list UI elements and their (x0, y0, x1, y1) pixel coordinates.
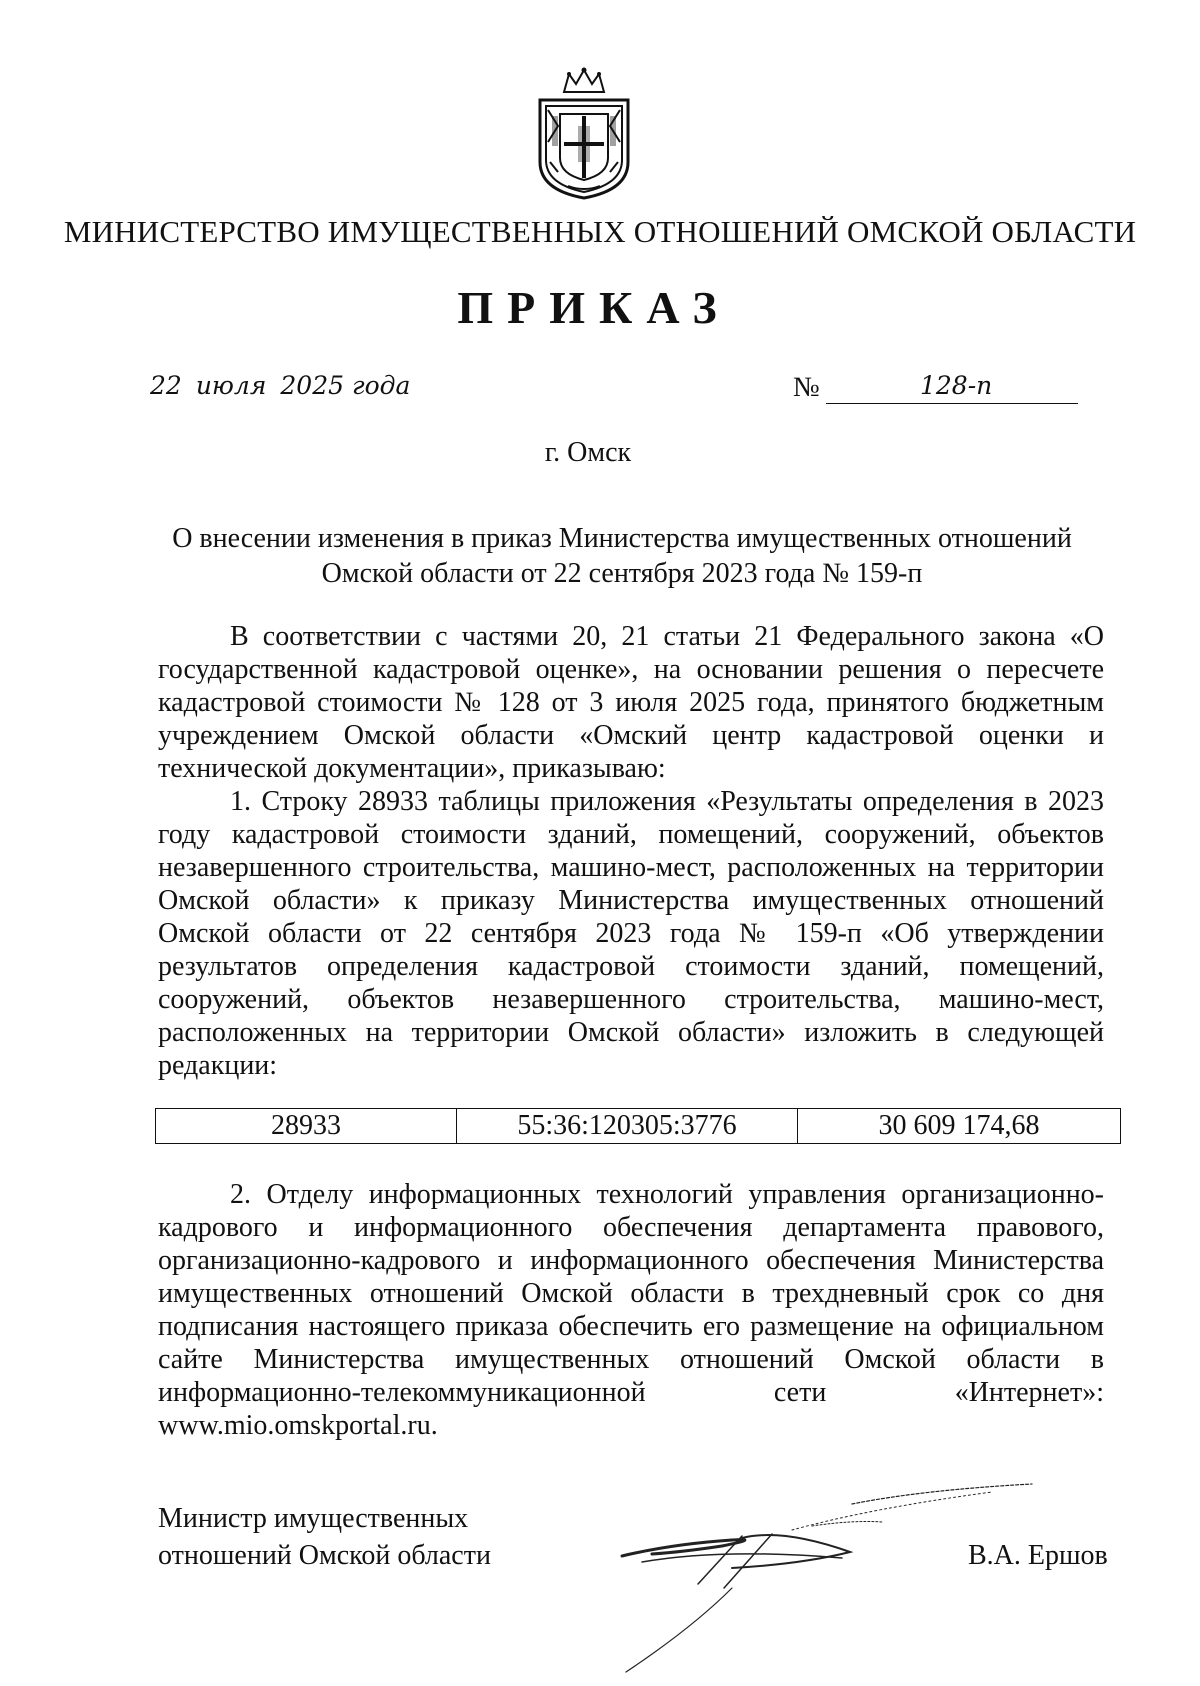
city: г. Омск (544, 437, 632, 468)
row-number-cell: 28933 (156, 1109, 457, 1144)
document-type-title: ПРИКАЗ (457, 282, 731, 333)
signer-name: В.А. Ершов (968, 1540, 1108, 1571)
heading-line-1: О внесении изменения в приказ Министерства имущественных отношений (172, 523, 1072, 554)
signer-title-line-1: Министр имущественных (158, 1503, 469, 1534)
amendment-table (155, 1108, 1121, 1144)
handwritten-signature-icon (612, 1478, 1082, 1678)
handwritten-date (150, 371, 424, 400)
date-day: 22 (150, 371, 182, 400)
signer-title (158, 1500, 491, 1574)
body-block-1 (158, 620, 1104, 1082)
item-2-paragraph: 2. Отделу информационных технологий управления организационно-кадрового и информационного обеспечения департамента правового, организационно-кадрового и информационного обеспечения Министерства имущественных отношений Омской области в трехдневный срок со дня подписания настоящего приказа обеспечить его размещение на официальном сайте Министерства имущественных отношений Омской области в информационно-телекоммуникационной сети «Интернет»: www.mio.omskportal.ru. (158, 1179, 1104, 1441)
coat-of-arms-icon (534, 66, 634, 202)
handwritten-number: 128-п (920, 371, 993, 400)
order-heading (148, 521, 1096, 591)
number-sign: № (793, 372, 820, 403)
table-row (156, 1109, 1121, 1144)
body-block-2 (158, 1178, 1104, 1442)
signer-title-line-2: отношений Омской области (158, 1540, 491, 1571)
date-month: июля (195, 371, 267, 400)
cadastral-value-cell: 30 609 174,68 (798, 1109, 1121, 1144)
heading-line-2: Омской области от 22 сентября 2023 года № 159-п (321, 558, 923, 589)
item-1-paragraph: 1. Строку 28933 таблицы приложения «Результаты определения в 2023 году кадастровой стоимости зданий, помещений, сооружений, объектов незавершенного строительства, машино-мест, расположенных на территории Омской области» к приказу Министерства имущественных отношений Омской области от 22 сентября 2023 года № 159-п «Об утверждении результатов определения кадастровой стоимости зданий, помещений, сооружений, объектов незавершенного строительства, машино-мест, расположенных на территории Омской области» изложить в следующей редакции: (158, 786, 1104, 1081)
number-underline (826, 403, 1078, 404)
date-year: 2025 года (280, 371, 411, 400)
cadastral-number-cell: 55:36:120305:3776 (457, 1109, 798, 1144)
ministry-name: МИНИСТЕРСТВО ИМУЩЕСТВЕННЫХ ОТНОШЕНИЙ ОМСКОЙ ОБЛАСТИ (63, 214, 1137, 249)
intro-paragraph: В соответствии с частями 20, 21 статьи 21 Федерального закона «О государственной кадастровой оценке», на основании решения о пересчете кадастровой стоимости № 128 от 3 июля 2025 года, принятого бюджетным учреждением Омской области «Омский центр кадастровой оценки и технической документации», приказываю: (158, 621, 1104, 784)
